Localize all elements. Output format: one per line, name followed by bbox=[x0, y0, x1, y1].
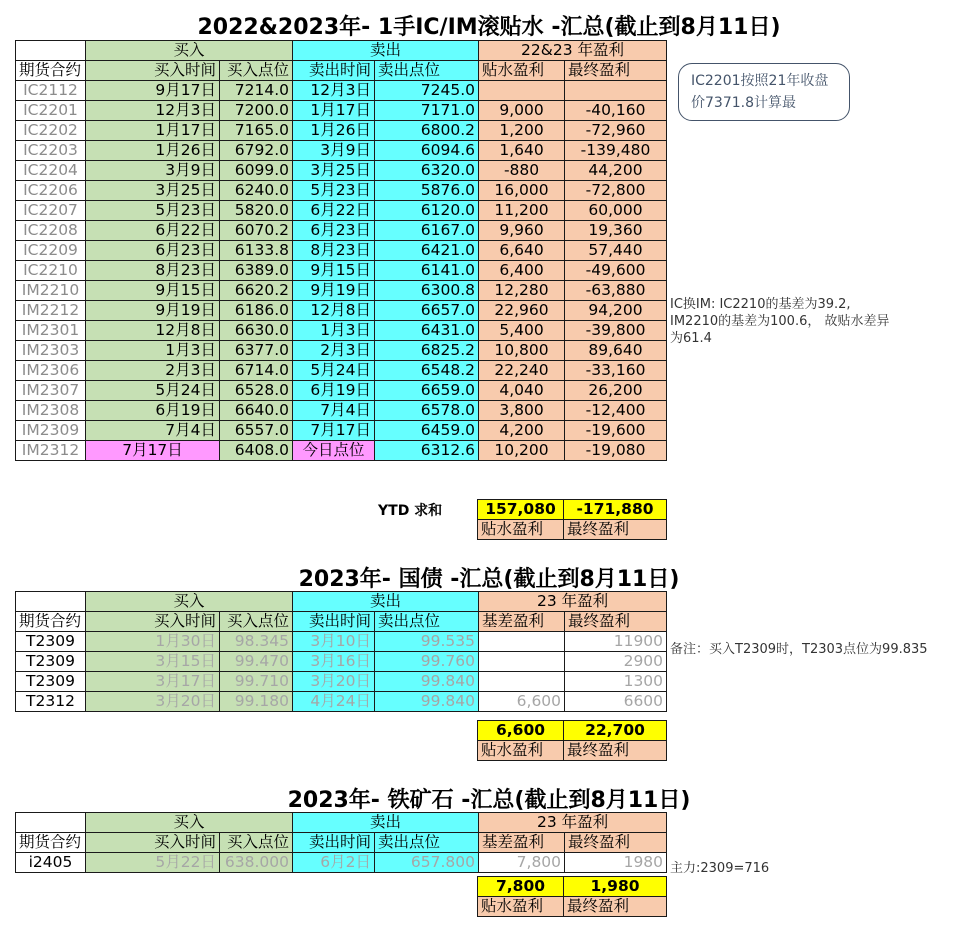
table3-title: 2023年- 铁矿石 -汇总(截止到8月11日) bbox=[287, 788, 691, 813]
footer-final-label: 最终盈利 bbox=[564, 520, 667, 540]
buy-price-cell: 6557.0 bbox=[220, 421, 293, 441]
header-buy-time: 买入时间 bbox=[86, 61, 220, 81]
table2-title: 2023年- 国债 -汇总(截止到8月11日) bbox=[298, 567, 680, 592]
group-buy-header: 买入 bbox=[86, 41, 293, 61]
sell-time-cell: 1月3日 bbox=[293, 321, 375, 341]
total-discount-profit: 157,080 bbox=[478, 500, 564, 520]
buy-time-cell: 5月24日 bbox=[86, 381, 220, 401]
final-profit-cell: 94,200 bbox=[565, 301, 667, 321]
buy-time-cell: 12月3日 bbox=[86, 101, 220, 121]
buy-price-cell: 7200.0 bbox=[220, 101, 293, 121]
corner-cell bbox=[16, 41, 86, 61]
buy-time-cell: 1月3日 bbox=[86, 341, 220, 361]
buy-time-cell: 5月22日 bbox=[86, 853, 220, 873]
sell-price-cell: 6421.0 bbox=[375, 241, 479, 261]
header-final-profit: 最终盈利 bbox=[565, 612, 667, 632]
buy-price-cell: 6408.0 bbox=[220, 441, 293, 461]
table-row bbox=[16, 201, 667, 221]
header-sell-price: 卖出点位 bbox=[375, 612, 479, 632]
discount-profit-cell: 10,800 bbox=[479, 341, 565, 361]
discount-profit-cell: 6,400 bbox=[479, 261, 565, 281]
discount-profit-cell: 7,800 bbox=[479, 853, 565, 873]
buy-price-cell: 638.000 bbox=[220, 853, 293, 873]
buy-time-cell: 12月8日 bbox=[86, 321, 220, 341]
header-buy-price: 买入点位 bbox=[220, 612, 293, 632]
contract-cell: IC2203 bbox=[16, 141, 86, 161]
buy-time-cell: 3月9日 bbox=[86, 161, 220, 181]
contract-cell: IM2303 bbox=[16, 341, 86, 361]
header-sell-time: 卖出时间 bbox=[293, 833, 375, 853]
group-profit-header: 22&23 年盈利 bbox=[479, 41, 667, 61]
sell-price-cell: 6094.6 bbox=[375, 141, 479, 161]
discount-profit-cell: 9,000 bbox=[479, 101, 565, 121]
header-sell-time: 卖出时间 bbox=[293, 612, 375, 632]
final-profit-cell: -33,160 bbox=[565, 361, 667, 381]
sell-price-cell: 6825.2 bbox=[375, 341, 479, 361]
buy-price-cell: 6240.0 bbox=[220, 181, 293, 201]
final-profit-cell: 57,440 bbox=[565, 241, 667, 261]
final-profit-cell: 44,200 bbox=[565, 161, 667, 181]
group-sell-header: 卖出 bbox=[293, 41, 479, 61]
table-row bbox=[16, 81, 667, 101]
final-profit-cell: 1300 bbox=[565, 672, 667, 692]
buy-time-cell: 1月30日 bbox=[86, 632, 220, 652]
buy-price-cell: 7214.0 bbox=[220, 81, 293, 101]
buy-price-cell: 6714.0 bbox=[220, 361, 293, 381]
discount-profit-cell: 1,640 bbox=[479, 141, 565, 161]
header-buy-time: 买入时间 bbox=[86, 612, 220, 632]
header-contract: 期货合约 bbox=[16, 612, 86, 632]
header-final-profit: 最终盈利 bbox=[565, 61, 667, 81]
group-sell-header: 卖出 bbox=[293, 813, 479, 833]
contract-cell: IC2202 bbox=[16, 121, 86, 141]
final-profit-cell: 60,000 bbox=[565, 201, 667, 221]
buy-price-cell: 6099.0 bbox=[220, 161, 293, 181]
contract-cell: IC2112 bbox=[16, 81, 86, 101]
buy-price-cell: 98.345 bbox=[220, 632, 293, 652]
sell-time-cell: 8月23日 bbox=[293, 241, 375, 261]
sell-time-cell: 3月10日 bbox=[293, 632, 375, 652]
final-profit-cell: -49,600 bbox=[565, 261, 667, 281]
table-row bbox=[16, 281, 667, 301]
buy-time-cell: 3月15日 bbox=[86, 652, 220, 672]
table-row bbox=[16, 321, 667, 341]
final-profit-cell: -40,160 bbox=[565, 101, 667, 121]
sell-time-cell: 1月17日 bbox=[293, 101, 375, 121]
buy-price-cell: 6070.2 bbox=[220, 221, 293, 241]
iron-ore-table bbox=[15, 812, 667, 873]
buy-time-cell: 6月19日 bbox=[86, 401, 220, 421]
contract-cell: IC2208 bbox=[16, 221, 86, 241]
buy-time-cell: 1月26日 bbox=[86, 141, 220, 161]
buy-time-cell: 6月23日 bbox=[86, 241, 220, 261]
table-row bbox=[16, 361, 667, 381]
contract-cell: i2405 bbox=[16, 853, 86, 873]
sell-time-cell: 5月24日 bbox=[293, 361, 375, 381]
group-sell-header: 卖出 bbox=[293, 592, 479, 612]
header-sell-price: 卖出点位 bbox=[375, 833, 479, 853]
contract-cell: IC2207 bbox=[16, 201, 86, 221]
discount-profit-cell: 3,800 bbox=[479, 401, 565, 421]
contract-cell: IM2301 bbox=[16, 321, 86, 341]
discount-profit-cell: -880 bbox=[479, 161, 565, 181]
final-profit-cell: -39,800 bbox=[565, 321, 667, 341]
sell-time-cell: 12月8日 bbox=[293, 301, 375, 321]
header-buy-price: 买入点位 bbox=[220, 833, 293, 853]
final-profit-cell: -72,800 bbox=[565, 181, 667, 201]
sell-price-cell: 6659.0 bbox=[375, 381, 479, 401]
table-row bbox=[16, 421, 667, 441]
contract-cell: IM2309 bbox=[16, 421, 86, 441]
group-profit-header: 23 年盈利 bbox=[479, 813, 667, 833]
contract-cell: IM2210 bbox=[16, 281, 86, 301]
final-profit-cell: 11900 bbox=[565, 632, 667, 652]
sell-time-cell: 3月20日 bbox=[293, 672, 375, 692]
buy-price-cell: 6630.0 bbox=[220, 321, 293, 341]
table-row bbox=[16, 401, 667, 421]
header-contract: 期货合约 bbox=[16, 833, 86, 853]
sell-price-cell: 6548.2 bbox=[375, 361, 479, 381]
sell-price-cell: 6167.0 bbox=[375, 221, 479, 241]
ytd-label: YTD 求和 bbox=[378, 503, 443, 519]
buy-price-cell: 6792.0 bbox=[220, 141, 293, 161]
bond-note: 备注：买入T2309时，T2303点位为99.835 bbox=[670, 642, 928, 657]
final-profit-cell: 2900 bbox=[565, 652, 667, 672]
table-row bbox=[16, 101, 667, 121]
footer-final-label: 最终盈利 bbox=[564, 897, 667, 917]
final-profit-cell bbox=[565, 81, 667, 101]
footer-discount-label: 贴水盈利 bbox=[478, 897, 564, 917]
sell-price-cell: 6320.0 bbox=[375, 161, 479, 181]
contract-cell: IC2209 bbox=[16, 241, 86, 261]
discount-profit-cell bbox=[479, 652, 565, 672]
table-row bbox=[16, 341, 667, 361]
contract-cell: IM2212 bbox=[16, 301, 86, 321]
sell-price-cell: 6300.8 bbox=[375, 281, 479, 301]
group-buy-header: 买入 bbox=[86, 813, 293, 833]
buy-time-cell: 9月17日 bbox=[86, 81, 220, 101]
sell-time-cell: 9月19日 bbox=[293, 281, 375, 301]
buy-price-cell: 6640.0 bbox=[220, 401, 293, 421]
total-basis-profit: 6,600 bbox=[478, 721, 564, 741]
sell-time-cell: 9月15日 bbox=[293, 261, 375, 281]
sell-price-cell: 7245.0 bbox=[375, 81, 479, 101]
sell-price-cell: 6657.0 bbox=[375, 301, 479, 321]
total-final-profit: -171,880 bbox=[564, 500, 667, 520]
final-profit-cell: 6600 bbox=[565, 692, 667, 712]
table-row bbox=[16, 241, 667, 261]
final-profit-cell: 89,640 bbox=[565, 341, 667, 361]
table-row bbox=[16, 672, 667, 692]
contract-cell: IM2308 bbox=[16, 401, 86, 421]
contract-cell: IC2206 bbox=[16, 181, 86, 201]
contract-cell: IC2204 bbox=[16, 161, 86, 181]
contract-cell: T2312 bbox=[16, 692, 86, 712]
buy-price-cell: 6528.0 bbox=[220, 381, 293, 401]
table1-title: 2022&2023年- 1手IC/IM滚贴水 -汇总(截止到8月11日) bbox=[197, 15, 781, 40]
discount-profit-cell: 11,200 bbox=[479, 201, 565, 221]
discount-profit-cell: 9,960 bbox=[479, 221, 565, 241]
sell-time-cell: 6月19日 bbox=[293, 381, 375, 401]
buy-time-cell: 9月15日 bbox=[86, 281, 220, 301]
buy-time-cell: 8月23日 bbox=[86, 261, 220, 281]
sell-time-cell: 6月2日 bbox=[293, 853, 375, 873]
discount-profit-cell bbox=[479, 672, 565, 692]
sell-time-cell: 6月23日 bbox=[293, 221, 375, 241]
discount-profit-cell: 5,400 bbox=[479, 321, 565, 341]
buy-price-cell: 5820.0 bbox=[220, 201, 293, 221]
final-profit-cell: -63,880 bbox=[565, 281, 667, 301]
buy-time-cell: 3月17日 bbox=[86, 672, 220, 692]
sell-time-cell: 3月9日 bbox=[293, 141, 375, 161]
discount-profit-cell: 12,280 bbox=[479, 281, 565, 301]
ic-im-table bbox=[15, 40, 667, 461]
sell-time-cell: 4月24日 bbox=[293, 692, 375, 712]
ic-im-note bbox=[670, 296, 889, 347]
buy-price-cell: 6186.0 bbox=[220, 301, 293, 321]
buy-time-cell: 3月20日 bbox=[86, 692, 220, 712]
sell-time-cell: 2月3日 bbox=[293, 341, 375, 361]
buy-time-cell: 6月22日 bbox=[86, 221, 220, 241]
header-final-profit: 最终盈利 bbox=[565, 833, 667, 853]
discount-profit-cell bbox=[479, 81, 565, 101]
sell-time-cell: 今日点位 bbox=[293, 441, 375, 461]
total-final-profit: 1,980 bbox=[564, 877, 667, 897]
buy-price-cell: 6133.8 bbox=[220, 241, 293, 261]
iron-ore-note: 主力:2309=716 bbox=[670, 861, 770, 876]
sell-time-cell: 3月25日 bbox=[293, 161, 375, 181]
header-contract: 期货合约 bbox=[16, 61, 86, 81]
buy-price-cell: 6377.0 bbox=[220, 341, 293, 361]
buy-time-cell: 9月19日 bbox=[86, 301, 220, 321]
discount-profit-cell bbox=[479, 632, 565, 652]
final-profit-cell: -12,400 bbox=[565, 401, 667, 421]
buy-time-cell: 5月23日 bbox=[86, 201, 220, 221]
sell-time-cell: 1月26日 bbox=[293, 121, 375, 141]
contract-cell: T2309 bbox=[16, 632, 86, 652]
note-line: IM2210的基差为100.6， 故贴水差异 bbox=[670, 314, 890, 329]
contract-cell: IC2201 bbox=[16, 101, 86, 121]
sell-price-cell: 6459.0 bbox=[375, 421, 479, 441]
final-profit-cell: -72,960 bbox=[565, 121, 667, 141]
sell-price-cell: 5876.0 bbox=[375, 181, 479, 201]
sell-price-cell: 657.800 bbox=[375, 853, 479, 873]
discount-profit-cell: 4,200 bbox=[479, 421, 565, 441]
table-row bbox=[16, 161, 667, 181]
buy-time-cell: 3月25日 bbox=[86, 181, 220, 201]
final-profit-cell: -19,080 bbox=[565, 441, 667, 461]
sell-price-cell: 6141.0 bbox=[375, 261, 479, 281]
table-row bbox=[16, 121, 667, 141]
discount-profit-cell: 22,240 bbox=[479, 361, 565, 381]
buy-time-cell: 7月17日 bbox=[86, 441, 220, 461]
t3-totals bbox=[477, 876, 667, 917]
discount-profit-cell: 6,600 bbox=[479, 692, 565, 712]
group-profit-header: 23 年盈利 bbox=[479, 592, 667, 612]
buy-price-cell: 6620.2 bbox=[220, 281, 293, 301]
contract-cell: IC2210 bbox=[16, 261, 86, 281]
corner-cell bbox=[16, 592, 86, 612]
buy-time-cell: 1月17日 bbox=[86, 121, 220, 141]
table-row bbox=[16, 853, 667, 873]
callout-note: IC2201按照21年收盘价7371.8计算最 bbox=[678, 63, 850, 121]
corner-cell bbox=[16, 813, 86, 833]
table-row bbox=[16, 221, 667, 241]
footer-discount-label: 贴水盈利 bbox=[478, 520, 564, 540]
sell-time-cell: 5月23日 bbox=[293, 181, 375, 201]
table-row bbox=[16, 381, 667, 401]
discount-profit-cell: 10,200 bbox=[479, 441, 565, 461]
table-row bbox=[16, 141, 667, 161]
sell-price-cell: 99.840 bbox=[375, 692, 479, 712]
header-basis-profit: 基差盈利 bbox=[479, 612, 565, 632]
header-buy-time: 买入时间 bbox=[86, 833, 220, 853]
header-buy-price: 买入点位 bbox=[220, 61, 293, 81]
total-final-profit: 22,700 bbox=[564, 721, 667, 741]
sell-price-cell: 99.840 bbox=[375, 672, 479, 692]
final-profit-cell: 26,200 bbox=[565, 381, 667, 401]
header-basis-profit: 基差盈利 bbox=[479, 833, 565, 853]
discount-profit-cell: 6,640 bbox=[479, 241, 565, 261]
final-profit-cell: -19,600 bbox=[565, 421, 667, 441]
sell-price-cell: 99.535 bbox=[375, 632, 479, 652]
table-row bbox=[16, 692, 667, 712]
contract-cell: T2309 bbox=[16, 672, 86, 692]
contract-cell: IM2312 bbox=[16, 441, 86, 461]
buy-price-cell: 7165.0 bbox=[220, 121, 293, 141]
sell-price-cell: 99.760 bbox=[375, 652, 479, 672]
final-profit-cell: 19,360 bbox=[565, 221, 667, 241]
final-profit-cell: -139,480 bbox=[565, 141, 667, 161]
contract-cell: T2309 bbox=[16, 652, 86, 672]
sell-time-cell: 12月3日 bbox=[293, 81, 375, 101]
group-buy-header: 买入 bbox=[86, 592, 293, 612]
t2-totals bbox=[477, 720, 667, 761]
sell-time-cell: 3月16日 bbox=[293, 652, 375, 672]
footer-discount-label: 贴水盈利 bbox=[478, 741, 564, 761]
footer-final-label: 最终盈利 bbox=[564, 741, 667, 761]
buy-price-cell: 99.180 bbox=[220, 692, 293, 712]
discount-profit-cell: 22,960 bbox=[479, 301, 565, 321]
table-row bbox=[16, 652, 667, 672]
discount-profit-cell: 4,040 bbox=[479, 381, 565, 401]
header-sell-time: 卖出时间 bbox=[293, 61, 375, 81]
buy-price-cell: 99.710 bbox=[220, 672, 293, 692]
final-profit-cell: 1980 bbox=[565, 853, 667, 873]
table-row bbox=[16, 441, 667, 461]
buy-price-cell: 6389.0 bbox=[220, 261, 293, 281]
sell-price-cell: 6120.0 bbox=[375, 201, 479, 221]
total-basis-profit: 7,800 bbox=[478, 877, 564, 897]
contract-cell: IM2307 bbox=[16, 381, 86, 401]
sell-price-cell: 6312.6 bbox=[375, 441, 479, 461]
buy-price-cell: 99.470 bbox=[220, 652, 293, 672]
table-row bbox=[16, 181, 667, 201]
table-row bbox=[16, 632, 667, 652]
t1-totals bbox=[477, 499, 667, 540]
sell-time-cell: 6月22日 bbox=[293, 201, 375, 221]
contract-cell: IM2306 bbox=[16, 361, 86, 381]
table-row bbox=[16, 301, 667, 321]
discount-profit-cell: 16,000 bbox=[479, 181, 565, 201]
note-line: 为61.4 bbox=[670, 331, 712, 346]
table-row bbox=[16, 261, 667, 281]
sell-price-cell: 6578.0 bbox=[375, 401, 479, 421]
buy-time-cell: 7月4日 bbox=[86, 421, 220, 441]
sell-price-cell: 6431.0 bbox=[375, 321, 479, 341]
sell-time-cell: 7月17日 bbox=[293, 421, 375, 441]
header-sell-price: 卖出点位 bbox=[375, 61, 479, 81]
sell-price-cell: 7171.0 bbox=[375, 101, 479, 121]
sell-time-cell: 7月4日 bbox=[293, 401, 375, 421]
header-discount-profit: 贴水盈利 bbox=[479, 61, 565, 81]
bond-table bbox=[15, 591, 667, 712]
buy-time-cell: 2月3日 bbox=[86, 361, 220, 381]
note-line: IC换IM: IC2210的基差为39.2, bbox=[670, 297, 851, 312]
sell-price-cell: 6800.2 bbox=[375, 121, 479, 141]
discount-profit-cell: 1,200 bbox=[479, 121, 565, 141]
